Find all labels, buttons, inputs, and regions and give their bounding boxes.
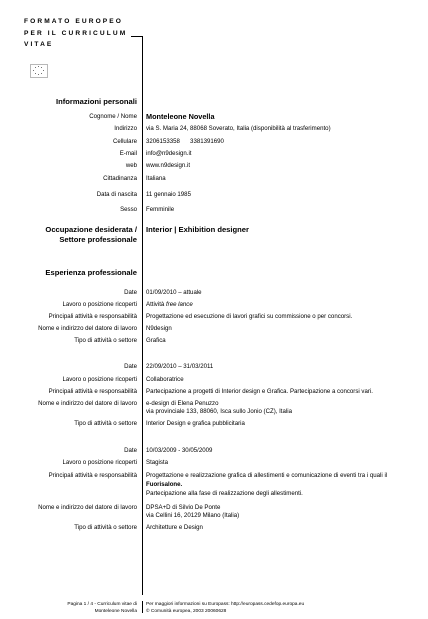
europass-info-link[interactable]: Per maggiori informazioni su Europass: http://europass.cedefop.europa.eu [146, 602, 305, 607]
field-value: 01/09/2010 – attuale [146, 289, 202, 296]
job1-position [0, 299, 428, 310]
job1-sector [0, 335, 428, 346]
job3-position [0, 457, 428, 468]
footer-divider [142, 601, 143, 613]
mobile-value: 3206153358 3381391690 [146, 138, 224, 145]
field-label: Lavoro o posizione ricoperti [62, 301, 137, 308]
cv-format-title [24, 16, 127, 51]
job2-date [0, 361, 428, 372]
field-label: Nome e indirizzo del datore di lavoro [38, 400, 137, 407]
personal-row-mobile [0, 136, 428, 147]
field-value: Interior Design e grafica pubblicitaria [146, 420, 245, 427]
field-value: Fuorisalone. [146, 481, 183, 488]
field-value: 22/09/2010 – 31/03/2011 [146, 363, 214, 370]
position-text: Attività [146, 301, 166, 308]
field-label: E-mail [119, 150, 137, 157]
personal-row-web [0, 160, 428, 171]
birthdate-value: 11 gennaio 1985 [146, 191, 191, 198]
field-value: Progettazione ed esecuzione di lavori grafici su commissione o per concorsi. [146, 313, 353, 320]
europass-flag-icon [30, 64, 48, 78]
position-emphasis: free lance [165, 301, 193, 308]
email-link[interactable]: info@n9design.it [146, 150, 192, 157]
field-label: Principali attività e responsabilità [48, 313, 137, 320]
field-value: via provinciale 133, 88060, Isca sullo Jonio (CZ), Italia [146, 408, 292, 415]
field-value [146, 299, 193, 310]
field-label: Principali attività e responsabilità [48, 388, 137, 395]
personal-row-name [0, 111, 428, 122]
field-label: Lavoro o posizione ricoperti [62, 459, 137, 466]
personal-row-sex [0, 204, 428, 215]
title-line-1: FORMATO EUROPEO [24, 18, 124, 25]
field-value: Collaboratrice [146, 376, 184, 383]
field-label: Cellulare [112, 138, 137, 145]
job1-date [0, 287, 428, 298]
field-label: Lavoro o posizione ricoperti [62, 376, 137, 383]
field-label: Tipo di attività o settore [74, 524, 137, 531]
job3-date [0, 445, 428, 456]
personal-row-birthdate [0, 189, 428, 200]
field-value: Grafica [146, 337, 166, 344]
job1-employer [0, 323, 428, 334]
field-label: web [125, 162, 137, 169]
personal-row-citizenship [0, 173, 428, 184]
title-line-2: PER IL CURRICULUM [24, 29, 128, 37]
job3-sector [0, 522, 428, 533]
field-label: Tipo di attività o settore [74, 420, 137, 427]
field-label: Cittadinanza [103, 175, 137, 182]
page-number: Pagina 1 / 4 - Curriculum vitae di [67, 602, 137, 607]
job2-position [0, 374, 428, 385]
field-value: 10/03/2009 - 30/05/2009 [146, 447, 213, 454]
section-personal-info: Informazioni personali [55, 97, 137, 106]
field-label: Data di nascita [96, 191, 137, 198]
field-value: Partecipazione alla fase di realizzazione degli allestimenti. [146, 490, 303, 497]
page-footer-left [67, 602, 137, 615]
field-label: Sesso [120, 206, 137, 213]
job1-activities [0, 311, 428, 322]
field-label: Cognome / Nome [89, 113, 137, 120]
footer-owner-name: Monteleone Novella [94, 608, 137, 614]
personal-row-email [0, 148, 428, 159]
copyright-notice: © Comunità europea, 2003 20060628 [146, 608, 227, 614]
field-label: Date [124, 447, 137, 454]
field-label: Nome e indirizzo del datore di lavoro [38, 504, 137, 511]
field-value: Partecipazione a progetti di Interior design e Grafica. Partecipazione a concorsi vari. [146, 388, 373, 395]
field-label: Principali attività e responsabilità [48, 472, 137, 479]
page-footer-right [146, 602, 304, 615]
field-value: Progettazione e realizzazione grafica di allestimenti e comunicazione di eventi tra i quali il [146, 472, 388, 479]
personal-row-address [0, 123, 428, 134]
section-experience: Esperienza professionale [45, 268, 137, 277]
section-occupation [45, 225, 137, 244]
occupation-heading-line-2: Settore professionale [59, 234, 137, 244]
job3-activities-line-3 [0, 488, 428, 499]
field-value: N9design [146, 325, 172, 332]
sex-value: Femminile [146, 206, 175, 213]
job3-employer-address [0, 510, 428, 521]
title-line-3: VITAE [24, 41, 54, 48]
field-label: Nome e indirizzo del datore di lavoro [38, 325, 137, 332]
occupation-value: Interior | Exhibition designer [146, 225, 249, 234]
address-value: via S. Maria 24, 88068 Soverato, Italia (disponibilità al trasferimento) [146, 125, 331, 132]
citizenship-value: Italiana [146, 175, 166, 182]
job2-employer-address [0, 406, 428, 417]
field-label: Tipo di attività o settore [74, 337, 137, 344]
field-value: Architetture e Design [146, 524, 203, 531]
website-link[interactable]: www.n9design.it [146, 162, 191, 169]
field-value: DPSA+D di Silvio De Ponte [146, 504, 221, 511]
job2-activities [0, 386, 428, 397]
occupation-heading-line-1: Occupazione desiderata / [45, 225, 137, 234]
field-label: Date [124, 289, 137, 296]
field-value: via Cellini 16, 20129 Milano (Italia) [146, 512, 240, 519]
field-label: Indirizzo [114, 125, 137, 132]
field-value: e-design di Elena Penuzzo [146, 400, 219, 407]
full-name: Monteleone Novella [146, 112, 215, 121]
job2-sector [0, 418, 428, 429]
field-value: Stagista [146, 459, 169, 466]
field-label: Date [124, 363, 137, 370]
